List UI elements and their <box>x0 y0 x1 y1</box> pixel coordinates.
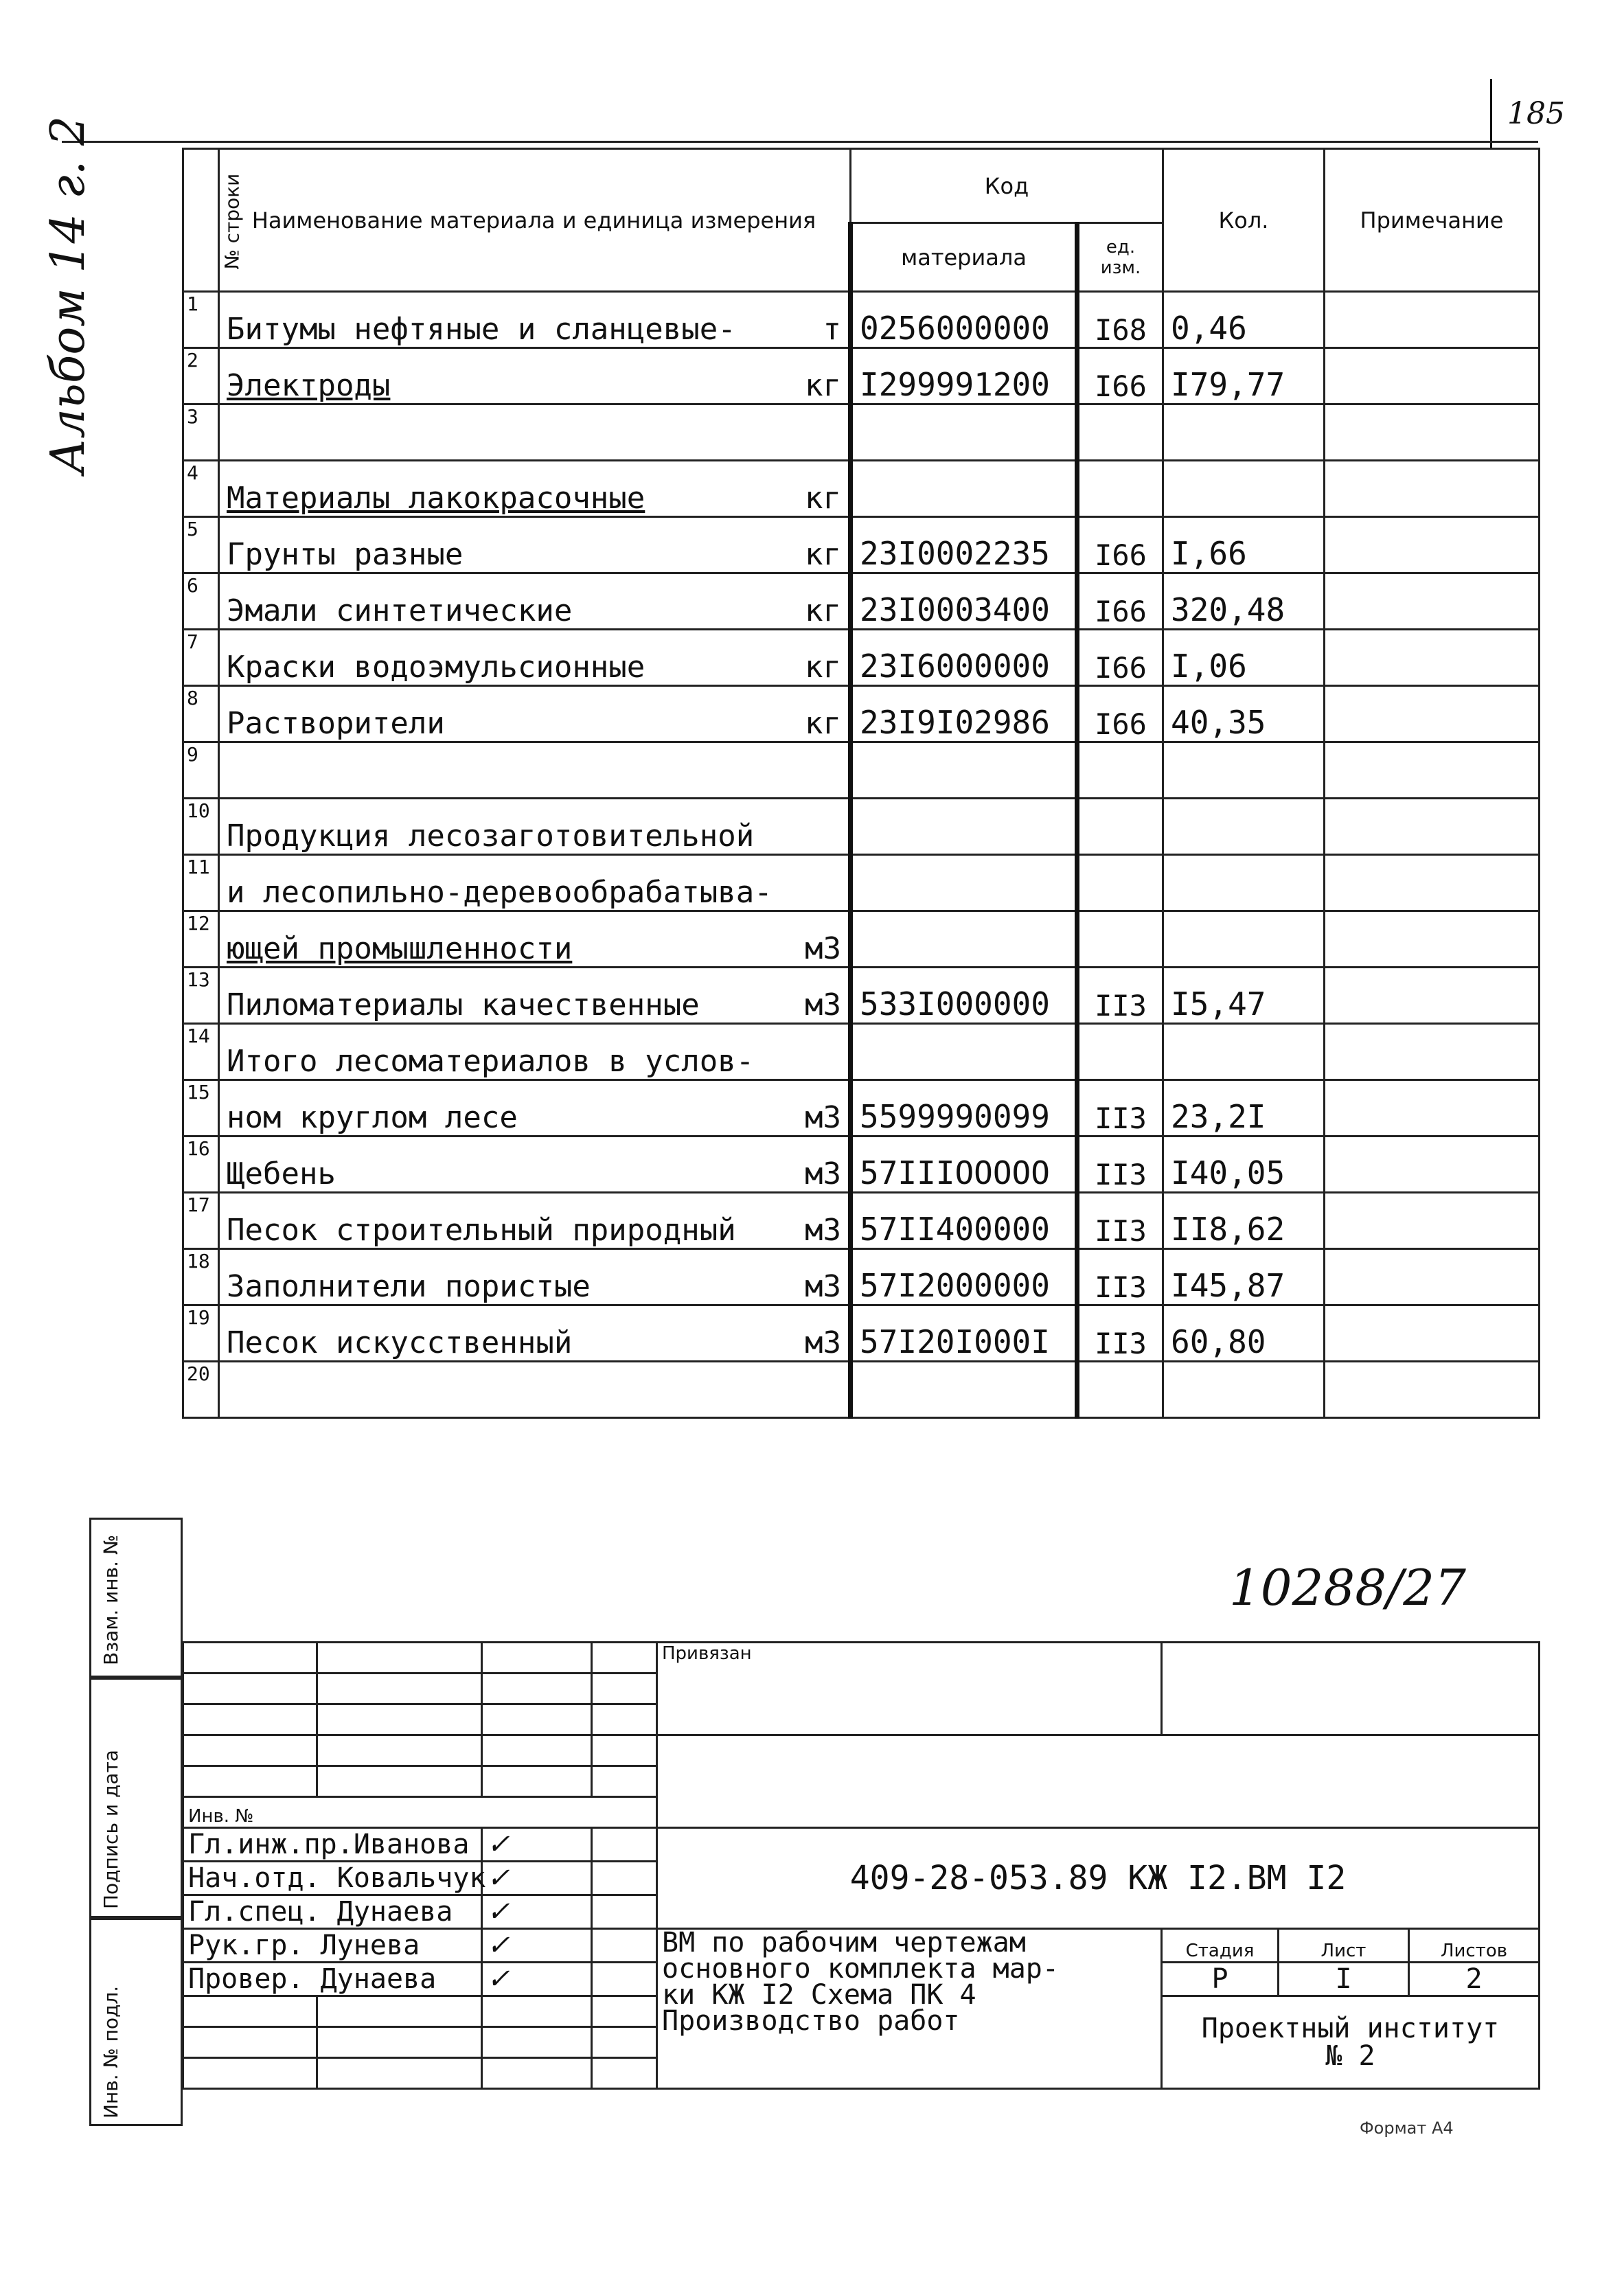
material-code: 23I0002235 <box>851 517 1077 573</box>
row-number: 16 <box>183 1136 219 1193</box>
row-number: 8 <box>183 686 219 742</box>
row-number: 13 <box>183 968 219 1024</box>
header-row-no: № строки <box>183 149 219 292</box>
note <box>1325 630 1540 686</box>
person-1-role: Гл.инж.пр.Иванова <box>183 1828 482 1862</box>
material-code <box>851 742 1077 799</box>
material-code <box>851 461 1077 517</box>
row-number: 2 <box>183 348 219 404</box>
material-code <box>851 1024 1077 1080</box>
row-number: 10 <box>183 799 219 855</box>
note <box>1325 1305 1540 1362</box>
row-number: 3 <box>183 404 219 461</box>
material-unit: м3 <box>805 1269 841 1304</box>
material-name: Краски водоэмульсионные кг <box>219 630 851 686</box>
quantity: I45,87 <box>1163 1249 1325 1305</box>
quantity <box>1163 911 1325 968</box>
table-row <box>183 1136 1540 1193</box>
header-code-material: материала <box>851 223 1077 292</box>
table-row <box>183 968 1540 1024</box>
table-row <box>183 461 1540 517</box>
unit-code <box>1077 404 1163 461</box>
material-unit: кг <box>805 368 841 403</box>
material-code <box>851 855 1077 911</box>
unit-code: II3 <box>1077 1249 1163 1305</box>
table-row <box>183 630 1540 686</box>
quantity <box>1163 461 1325 517</box>
note <box>1325 573 1540 630</box>
sheet-number-divider <box>1490 79 1492 148</box>
material-unit: м3 <box>805 1325 841 1360</box>
material-name: Продукция лесозаготовительной <box>219 799 851 855</box>
unit-code: I66 <box>1077 348 1163 404</box>
row-number: 18 <box>183 1249 219 1305</box>
material-code: 0256000000 <box>851 292 1077 348</box>
quantity <box>1163 855 1325 911</box>
materials-table <box>182 148 1540 1419</box>
table-row <box>183 1024 1540 1080</box>
inv-original-label: Инв. № подл. <box>100 1985 122 2118</box>
sheet-value: I <box>1279 1963 1409 1996</box>
material-name: Пиломатериалы качественные м3 <box>219 968 851 1024</box>
note <box>1325 348 1540 404</box>
signature-date-label: Подпись и дата <box>100 1750 122 1909</box>
album-side-note: Альбом 14 г. 2 <box>41 115 95 474</box>
material-code <box>851 1362 1077 1418</box>
row-number: 19 <box>183 1305 219 1362</box>
material-name <box>219 742 851 799</box>
quantity: 40,35 <box>1163 686 1325 742</box>
row-number: 4 <box>183 461 219 517</box>
material-code <box>851 911 1077 968</box>
privyazan-label: Привязан <box>657 1643 1162 1735</box>
material-unit: м3 <box>805 931 841 966</box>
note <box>1325 292 1540 348</box>
table-row <box>183 517 1540 573</box>
person-4: Рук.гр. Лунева <box>183 1929 482 1963</box>
row-number: 5 <box>183 517 219 573</box>
material-name: и лесопильно-деревообрабатыва- <box>219 855 851 911</box>
unit-code: II3 <box>1077 1080 1163 1136</box>
material-code: 23I0003400 <box>851 573 1077 630</box>
material-code <box>851 799 1077 855</box>
note <box>1325 1249 1540 1305</box>
quantity <box>1163 742 1325 799</box>
note <box>1325 517 1540 573</box>
quantity <box>1163 1362 1325 1418</box>
material-unit: кг <box>805 481 841 516</box>
material-unit: кг <box>805 537 841 572</box>
note <box>1325 686 1540 742</box>
material-code: 57II400000 <box>851 1193 1077 1249</box>
unit-code <box>1077 742 1163 799</box>
stage-value: Р <box>1162 1963 1279 1996</box>
unit-code: I66 <box>1077 573 1163 630</box>
quantity: 320,48 <box>1163 573 1325 630</box>
material-code: 57IIIOOOOO <box>851 1136 1077 1193</box>
person-5: Провер. Дунаева <box>183 1963 482 1996</box>
material-unit: кг <box>805 706 841 741</box>
material-code <box>851 404 1077 461</box>
material-name: ющей промышленности м3 <box>219 911 851 968</box>
quantity: I,66 <box>1163 517 1325 573</box>
material-name: Материалы лакокрасочные кг <box>219 461 851 517</box>
unit-code: I66 <box>1077 630 1163 686</box>
material-name <box>219 404 851 461</box>
table-row <box>183 742 1540 799</box>
note <box>1325 1136 1540 1193</box>
person-3: Гл.спец. Дунаева <box>183 1895 482 1929</box>
material-name: Щебень м3 <box>219 1136 851 1193</box>
table-row <box>183 911 1540 968</box>
table-row <box>183 1305 1540 1362</box>
unit-code: I66 <box>1077 517 1163 573</box>
table-row <box>183 1193 1540 1249</box>
material-name: Эмали синтетические кг <box>219 573 851 630</box>
material-code: 5599990099 <box>851 1080 1077 1136</box>
material-unit: кг <box>805 593 841 628</box>
table-row <box>183 686 1540 742</box>
table-row <box>183 292 1540 348</box>
note <box>1325 968 1540 1024</box>
note <box>1325 1080 1540 1136</box>
note <box>1325 1193 1540 1249</box>
material-unit: м3 <box>805 987 841 1023</box>
unit-code: I68 <box>1077 292 1163 348</box>
row-number: 11 <box>183 855 219 911</box>
material-code: 57I2000000 <box>851 1249 1077 1305</box>
table-row <box>183 1080 1540 1136</box>
material-unit: кг <box>805 650 841 685</box>
material-code: 23I9I02986 <box>851 686 1077 742</box>
row-number: 12 <box>183 911 219 968</box>
row-number: 14 <box>183 1024 219 1080</box>
material-name: Заполнители пористые м3 <box>219 1249 851 1305</box>
material-code: 533I000000 <box>851 968 1077 1024</box>
material-name: Итого лесоматериалов в услов- <box>219 1024 851 1080</box>
material-code: I299991200 <box>851 348 1077 404</box>
material-unit: м3 <box>805 1213 841 1248</box>
unit-code <box>1077 799 1163 855</box>
header-name: Наименование материала и единица измерения <box>219 149 851 292</box>
material-name: Электроды кг <box>219 348 851 404</box>
row-number: 15 <box>183 1080 219 1136</box>
quantity: II8,62 <box>1163 1193 1325 1249</box>
note <box>1325 1362 1540 1418</box>
row-number: 7 <box>183 630 219 686</box>
sheet-label: Лист <box>1279 1929 1409 1963</box>
table-row <box>183 1362 1540 1418</box>
row-number: 1 <box>183 292 219 348</box>
material-name: ном круглом лесе м3 <box>219 1080 851 1136</box>
sheets-value: 2 <box>1409 1963 1540 1996</box>
note <box>1325 911 1540 968</box>
note <box>1325 799 1540 855</box>
unit-code <box>1077 461 1163 517</box>
unit-code <box>1077 855 1163 911</box>
header-code-unit: ед. изм. <box>1077 223 1163 292</box>
material-name <box>219 1362 851 1418</box>
header-code: Код <box>851 149 1163 223</box>
unit-code: II3 <box>1077 1305 1163 1362</box>
quantity <box>1163 1024 1325 1080</box>
header-qty: Кол. <box>1163 149 1325 292</box>
table-row <box>183 855 1540 911</box>
table-row <box>183 573 1540 630</box>
document-title: ВМ по рабочим чертежам основного комплекта мар- ки КЖ I2 Схема ПК 4 Производство работ <box>657 1929 1162 2089</box>
unit-code <box>1077 1362 1163 1418</box>
person-2: Нач.отд. Ковальчук <box>183 1862 482 1895</box>
quantity: I40,05 <box>1163 1136 1325 1193</box>
inv-no-label: Инв. № <box>183 1797 657 1828</box>
row-number: 17 <box>183 1193 219 1249</box>
organization: Проектный институт № 2 <box>1162 1996 1540 2089</box>
note <box>1325 461 1540 517</box>
quantity <box>1163 404 1325 461</box>
unit-code: II3 <box>1077 968 1163 1024</box>
row-number: 6 <box>183 573 219 630</box>
note <box>1325 1024 1540 1080</box>
format-label: Формат А4 <box>1360 2118 1454 2138</box>
material-name: Песок искусственный м3 <box>219 1305 851 1362</box>
unit-code: I66 <box>1077 686 1163 742</box>
stage-label: Стадия <box>1162 1929 1279 1963</box>
title-block: Привязан Инв. № Гл.инж.пр.Иванова ✓ 409-28-053.89 КЖ I2.ВМ I2 Нач.отд. Ковальчук ✓ Гл.спец. Дунаева ✓ Рук.гр. Лунева ✓ ВМ по рабочим чертежам основного комплекта мар- ки КЖ I2 Схема ПК 4 Производство работ Стадия Лист Листов Провер. Дунаева ✓ Р I 2 Проектный институт № 2 <box>182 1641 1540 2090</box>
material-code: 57I20I000I <box>851 1305 1077 1362</box>
material-name: Битумы нефтяные и сланцевые- т <box>219 292 851 348</box>
quantity: I5,47 <box>1163 968 1325 1024</box>
swap-inv-label: Взам. инв. № <box>100 1534 122 1665</box>
material-name: Растворители кг <box>219 686 851 742</box>
unit-code <box>1077 911 1163 968</box>
document-code: 409-28-053.89 КЖ I2.ВМ I2 <box>657 1828 1540 1929</box>
note <box>1325 855 1540 911</box>
header-note: Примечание <box>1325 149 1540 292</box>
quantity: I79,77 <box>1163 348 1325 404</box>
quantity: 60,80 <box>1163 1305 1325 1362</box>
quantity <box>1163 799 1325 855</box>
quantity: 23,2I <box>1163 1080 1325 1136</box>
row-number: 9 <box>183 742 219 799</box>
top-rule <box>62 141 1538 143</box>
unit-code: II3 <box>1077 1136 1163 1193</box>
material-code: 23I6000000 <box>851 630 1077 686</box>
table-row <box>183 1249 1540 1305</box>
handwritten-number: 10288/27 <box>1229 1559 1466 1617</box>
table-row <box>183 348 1540 404</box>
note <box>1325 742 1540 799</box>
table-row <box>183 799 1540 855</box>
material-unit: т <box>823 312 841 347</box>
sheet-number: 185 <box>1507 96 1565 131</box>
note <box>1325 404 1540 461</box>
sheets-label: Листов <box>1409 1929 1540 1963</box>
unit-code: II3 <box>1077 1193 1163 1249</box>
material-unit: м3 <box>805 1100 841 1135</box>
material-unit: м3 <box>805 1156 841 1191</box>
table-row <box>183 404 1540 461</box>
quantity: I,06 <box>1163 630 1325 686</box>
row-number: 20 <box>183 1362 219 1418</box>
unit-code <box>1077 1024 1163 1080</box>
material-name: Грунты разные кг <box>219 517 851 573</box>
material-name: Песок строительный природный м3 <box>219 1193 851 1249</box>
quantity: 0,46 <box>1163 292 1325 348</box>
